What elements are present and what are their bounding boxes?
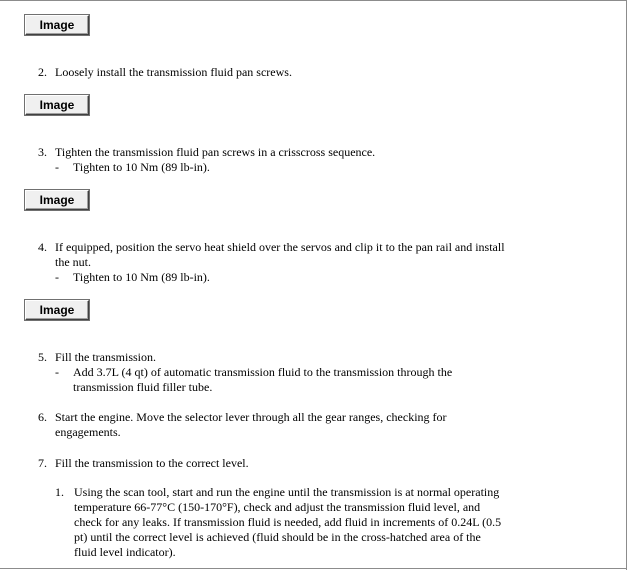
substep-text: Using the scan tool, start and run the engine until the transmission is at normal operating temperature 66-77°C (150-170°F), check and adjust the transmission fluid level, and check for any leaks. If transmission fluid is needed, add fluid in increments of 0.24L (0.5 pt) until the correct level is achieved (fluid should be in the cross-hatched area of the fluid level indicator). [74,485,502,559]
detail-text: Add 3.7L (4 qt) of automatic transmission fluid to the transmission through the transmission fluid filler tube. [73,365,453,394]
step-number: 2. [38,65,47,79]
bottom-border [0,568,627,569]
step-text: Fill the transmission to the correct level. [55,456,249,470]
image-button-2[interactable]: Image [25,95,89,115]
step-text: If equipped, position the servo heat shield over the servos and clip it to the pan rail and install the nut. [55,240,505,269]
top-border [0,0,627,1]
step-number: 5. [38,350,47,364]
image-button-3[interactable]: Image [25,190,89,210]
spec-text: Tighten to 10 Nm (89 lb-in). [73,270,210,284]
image-button-1[interactable]: Image [25,15,89,35]
step-number: 4. [38,240,47,254]
spec-text: Tighten to 10 Nm (89 lb-in). [73,160,210,174]
step-number: 6. [38,410,47,424]
bullet-dash: - [55,270,59,284]
step-number: 7. [38,456,47,470]
step-text: Start the engine. Move the selector lever through all the gear ranges, checking for engagements. [55,410,447,439]
bullet-dash: - [55,160,59,174]
substep-number: 1. [55,485,64,499]
image-button-4[interactable]: Image [25,300,89,320]
step-number: 3. [38,145,47,159]
step-text: Fill the transmission. [55,350,157,364]
step-text: Tighten the transmission fluid pan screws in a crisscross sequence. [55,145,376,159]
bullet-dash: - [55,365,59,379]
step-text: Loosely install the transmission fluid pan screws. [55,65,292,79]
